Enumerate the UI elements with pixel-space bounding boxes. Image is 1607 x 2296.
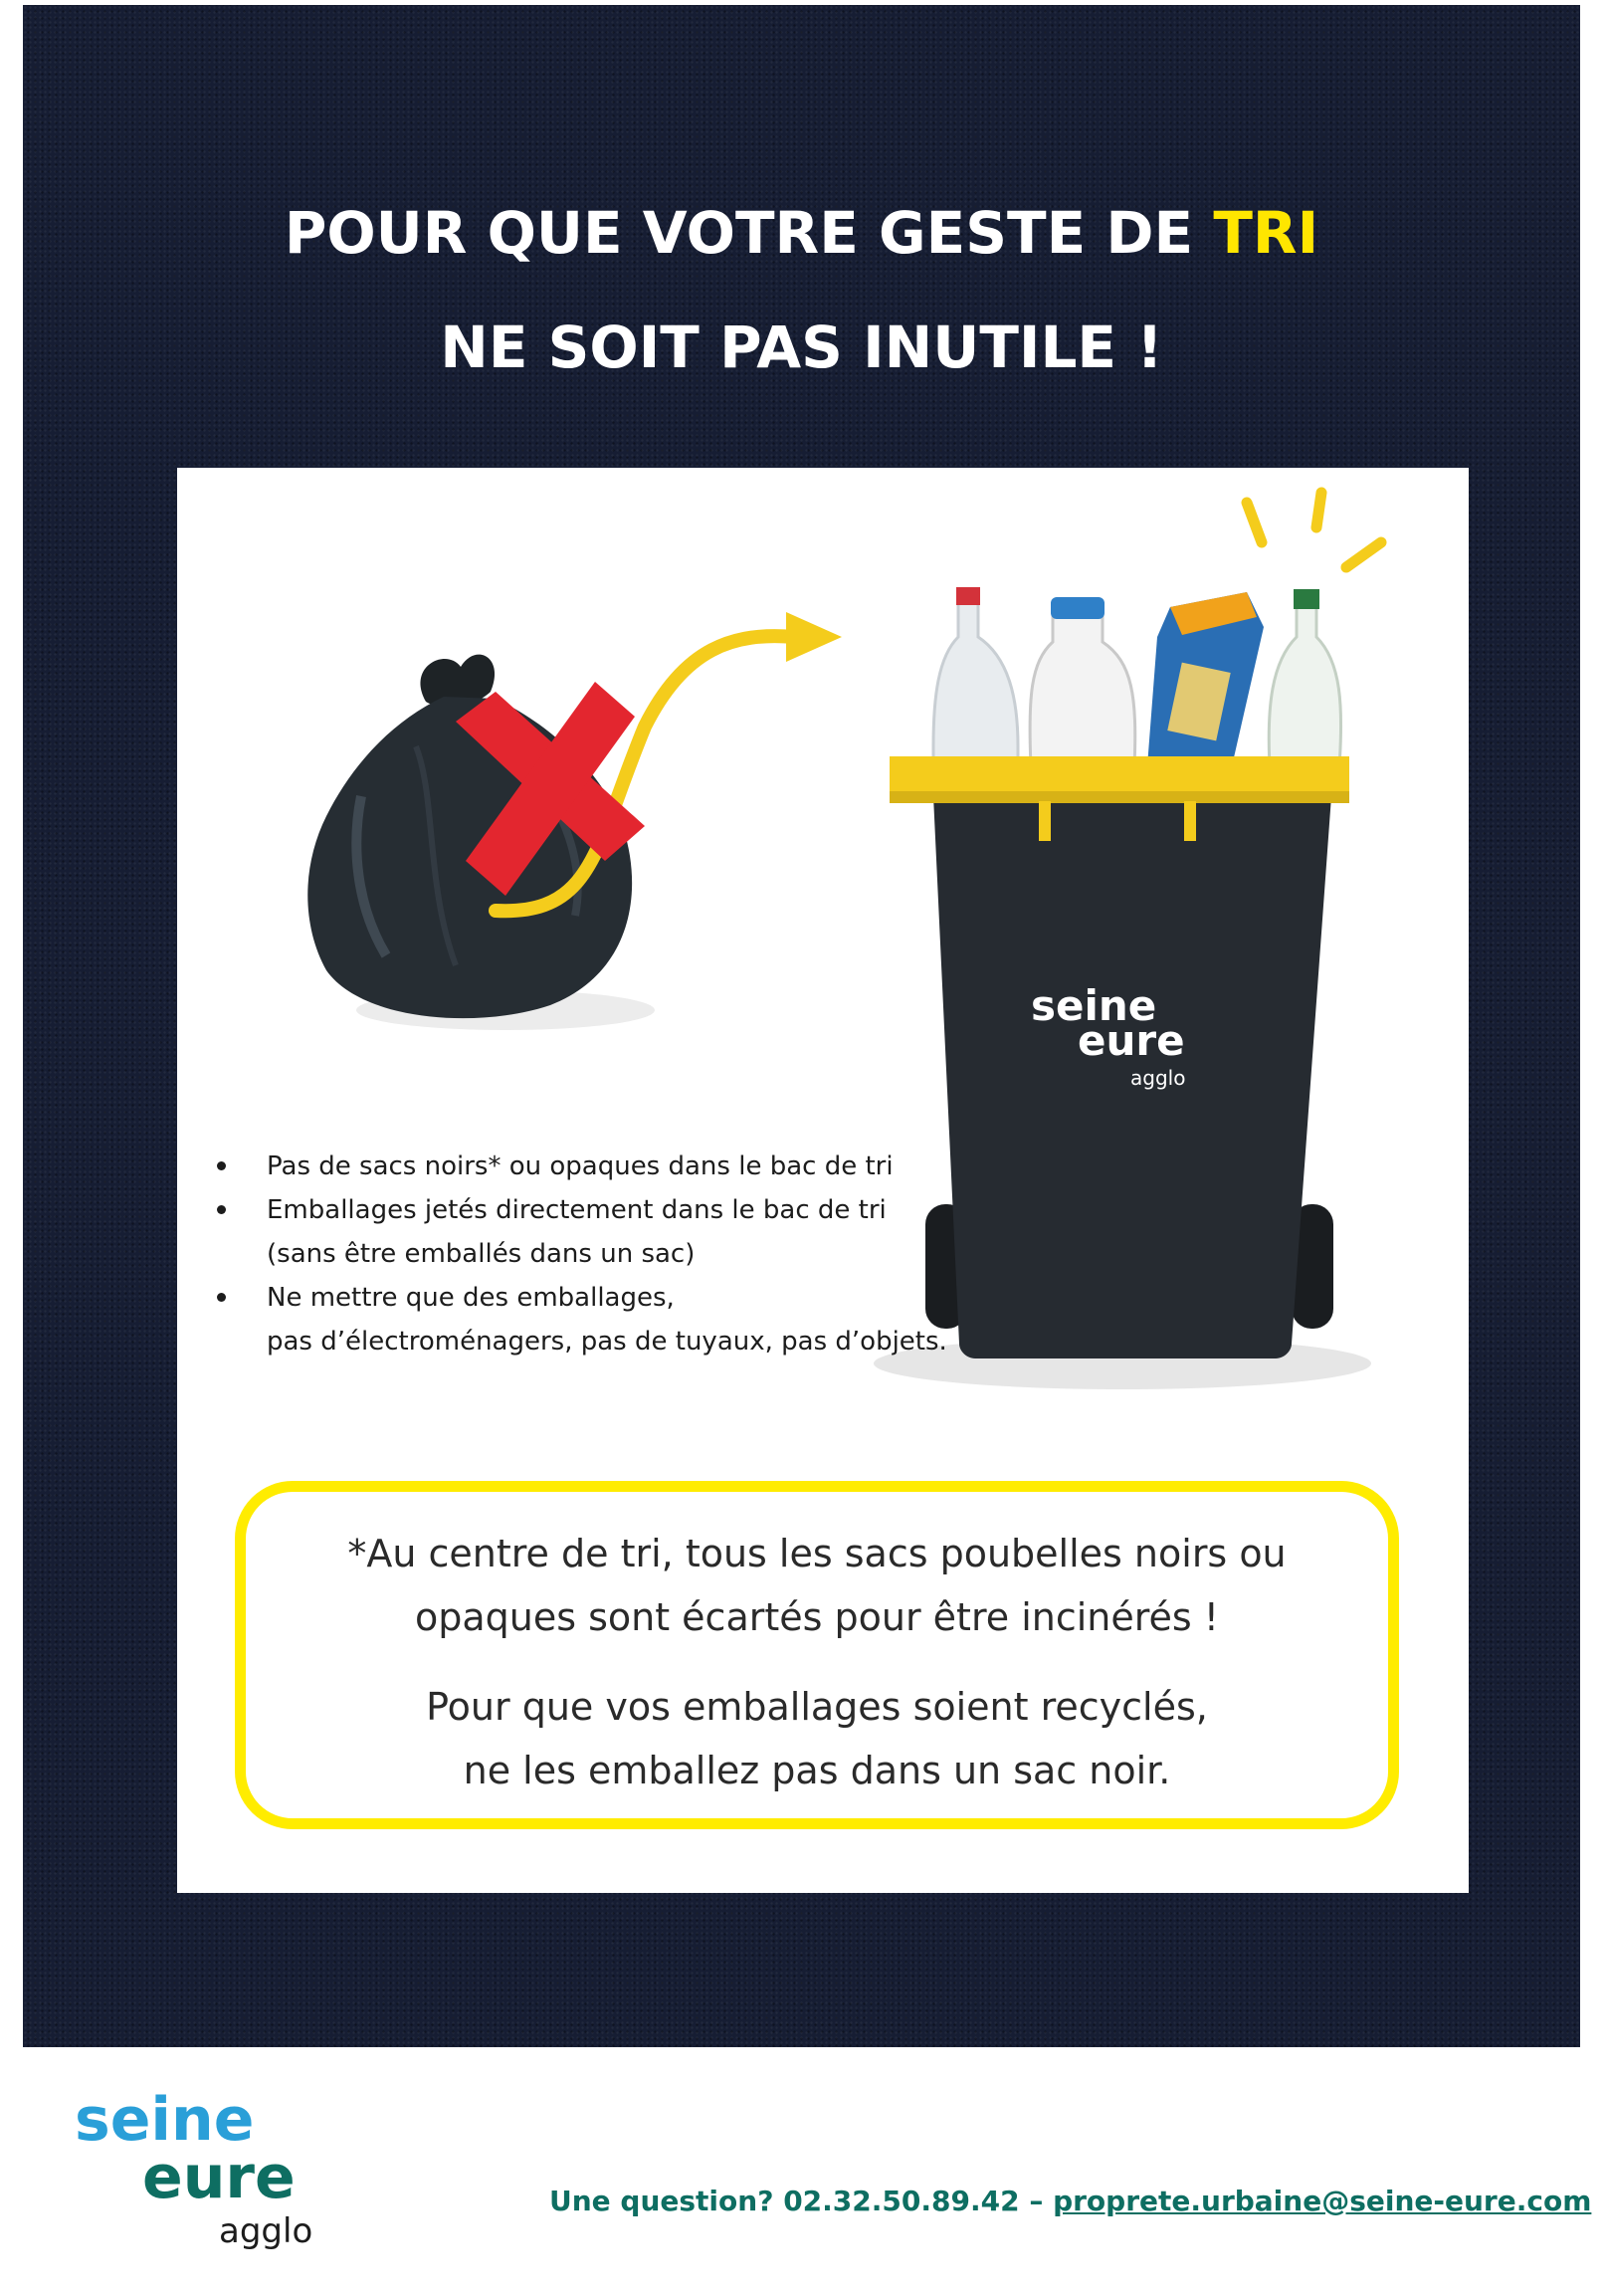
notice-line-3: Pour que vos emballages soient recyclés, — [426, 1685, 1208, 1729]
logo-word2: eure — [142, 2143, 296, 2212]
seine-eure-logo — [75, 2068, 363, 2267]
headline-highlight: TRI — [1213, 199, 1319, 267]
rule-item: Ne mettre que des emballages, pas d’électroménagers, pas de tuyaux, pas d’objets. — [217, 1276, 1033, 1363]
headline-line-2: NE SOIT PAS INUTILE ! — [440, 313, 1163, 381]
poster-background — [23, 5, 1580, 2047]
rule-item: Emballages jetés directement dans le bac de tri (sans être emballés dans un sac) — [217, 1188, 1033, 1276]
headline-text: POUR QUE VOTRE GESTE DE — [284, 199, 1214, 267]
notice-line-2: opaques sont écartés pour être incinérés ! — [414, 1595, 1220, 1639]
separator: – — [1029, 2185, 1044, 2217]
question-label: Une question? — [549, 2185, 774, 2217]
sparkle-icon — [1247, 493, 1381, 567]
rules-list — [217, 1145, 1033, 1363]
notice-box — [235, 1481, 1399, 1829]
headline-line-1 — [23, 199, 1580, 267]
notice-line-1: *Au centre de tri, tous les sacs poubelles noirs ou — [347, 1532, 1287, 1575]
content-panel — [177, 468, 1469, 1893]
notice-line-4: ne les emballez pas dans un sac noir. — [463, 1749, 1171, 1792]
logo-word1: seine — [75, 2085, 255, 2155]
phone-number: 02.32.50.89.42 — [783, 2185, 1020, 2217]
contact-line — [549, 2185, 1591, 2217]
bin-logo-word2: eure — [1078, 1016, 1185, 1065]
bin-logo-word3: agglo — [1130, 1066, 1186, 1090]
bin-logo-word1: seine — [1031, 981, 1157, 1030]
logo-word3: agglo — [219, 2211, 313, 2251]
packaging-items-icon — [933, 587, 1341, 766]
email-link[interactable]: proprete.urbaine@seine-eure.com — [1053, 2185, 1592, 2217]
rule-item: Pas de sacs noirs* ou opaques dans le bac de tri — [217, 1145, 1033, 1188]
